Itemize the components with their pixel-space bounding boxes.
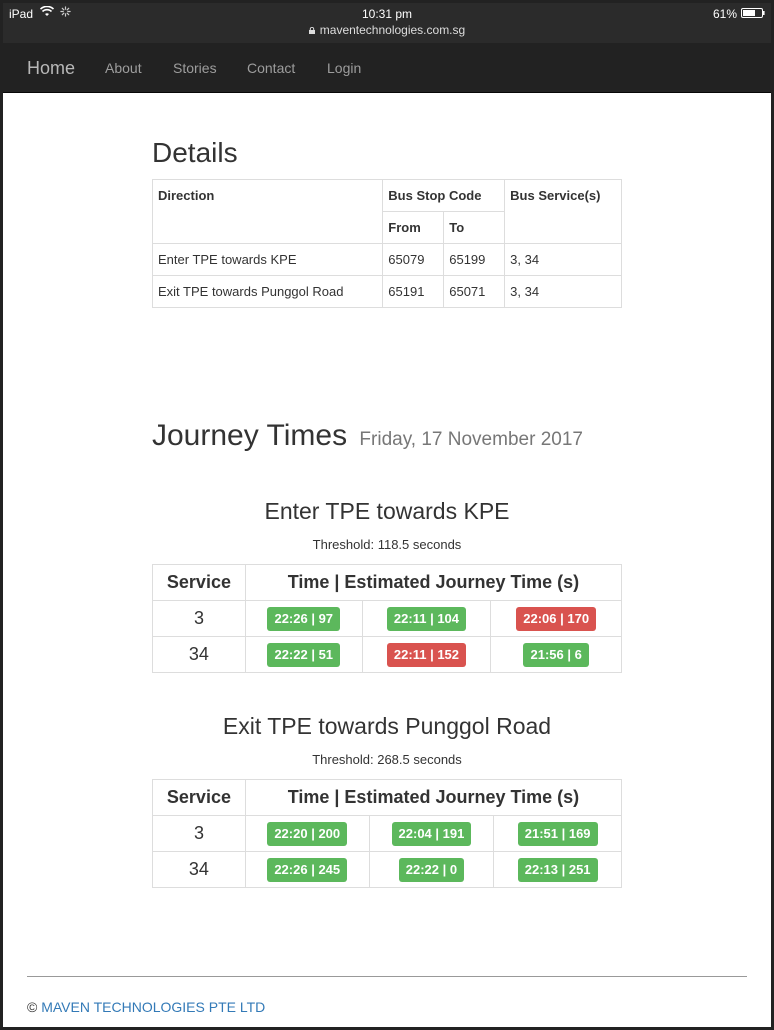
journey-time-badge: 22:11 | 104 bbox=[387, 607, 466, 631]
table-row bbox=[153, 276, 622, 308]
footer bbox=[27, 999, 265, 1015]
header-time: Time | Estimated Journey Time (s) bbox=[245, 565, 621, 601]
service-number: 34 bbox=[153, 852, 246, 888]
journey-time-badge: 21:56 | 6 bbox=[523, 643, 588, 667]
route-title: Exit TPE towards Punggol Road bbox=[222, 713, 552, 739]
cell-to: 65071 bbox=[444, 276, 505, 308]
service-number: 3 bbox=[153, 601, 246, 637]
time-cell bbox=[245, 852, 369, 888]
time-cell bbox=[245, 601, 362, 637]
nav-home-brand[interactable]: Home bbox=[27, 58, 76, 78]
table-row bbox=[153, 244, 622, 276]
table-row bbox=[153, 601, 622, 637]
journey-time-badge: 22:13 | 251 bbox=[518, 858, 598, 882]
copyright-symbol: © bbox=[27, 999, 38, 1015]
nav-stories[interactable]: Stories bbox=[173, 60, 217, 76]
table-row bbox=[153, 816, 622, 852]
company-link[interactable]: MAVEN TECHNOLOGIES PTE LTD bbox=[41, 999, 266, 1015]
header-service: Service bbox=[153, 780, 246, 816]
time-cell bbox=[245, 637, 362, 673]
battery-icon bbox=[741, 8, 765, 18]
nav-contact[interactable]: Contact bbox=[247, 60, 296, 76]
time-cell bbox=[362, 601, 491, 637]
table-row bbox=[153, 637, 622, 673]
route-title: Enter TPE towards KPE bbox=[264, 498, 510, 524]
nav-about[interactable]: About bbox=[105, 60, 142, 76]
journey-time-badge: 21:51 | 169 bbox=[518, 822, 598, 846]
cell-to: 65199 bbox=[444, 244, 505, 276]
lock-icon bbox=[309, 27, 315, 34]
time-cell bbox=[494, 852, 622, 888]
journey-time-badge: 22:26 | 97 bbox=[267, 607, 340, 631]
device-name: iPad bbox=[9, 7, 34, 21]
header-time: Time | Estimated Journey Time (s) bbox=[245, 780, 621, 816]
header-direction: Direction bbox=[153, 180, 383, 244]
service-number: 34 bbox=[153, 637, 246, 673]
journey-time-badge: 22:22 | 51 bbox=[267, 643, 340, 667]
time-cell bbox=[491, 601, 622, 637]
header-bus-services: Bus Service(s) bbox=[505, 180, 622, 244]
details-table bbox=[152, 179, 622, 308]
navbar bbox=[3, 43, 771, 93]
cell-direction: Enter TPE towards KPE bbox=[153, 244, 383, 276]
table-row bbox=[153, 852, 622, 888]
route-threshold: Threshold: 268.5 seconds bbox=[312, 752, 462, 767]
clock: 10:31 pm bbox=[361, 7, 413, 21]
cell-from: 65079 bbox=[383, 244, 444, 276]
details-title: Details bbox=[152, 137, 238, 168]
journey-date: Friday, 17 November 2017 bbox=[359, 429, 583, 450]
cell-services: 3, 34 bbox=[505, 276, 622, 308]
time-cell bbox=[491, 637, 622, 673]
route-threshold: Threshold: 118.5 seconds bbox=[312, 537, 462, 552]
time-cell bbox=[362, 637, 491, 673]
journey-times-heading: Journey Times bbox=[152, 419, 348, 452]
journey-table bbox=[152, 564, 622, 673]
journey-time-badge: 22:06 | 170 bbox=[516, 607, 596, 631]
ios-status-bar bbox=[3, 3, 771, 43]
nav-login[interactable]: Login bbox=[327, 60, 362, 76]
url-text: maventechnologies.com.sg bbox=[319, 23, 466, 37]
footer-divider bbox=[27, 976, 747, 977]
time-cell bbox=[369, 816, 494, 852]
time-cell bbox=[494, 816, 622, 852]
cell-services: 3, 34 bbox=[505, 244, 622, 276]
service-number: 3 bbox=[153, 816, 246, 852]
header-bus-stop-code: Bus Stop Code bbox=[383, 180, 505, 212]
journey-time-badge: 22:26 | 245 bbox=[267, 858, 347, 882]
cell-from: 65191 bbox=[383, 276, 444, 308]
journey-time-badge: 22:22 | 0 bbox=[399, 858, 464, 882]
time-cell bbox=[245, 816, 369, 852]
battery-percent: 61% bbox=[712, 7, 737, 21]
journey-table bbox=[152, 779, 622, 888]
main-content bbox=[152, 93, 622, 888]
cell-direction: Exit TPE towards Punggol Road bbox=[153, 276, 383, 308]
browser-frame bbox=[3, 3, 771, 1027]
journey-times-title bbox=[152, 418, 622, 458]
address-bar[interactable] bbox=[3, 23, 771, 37]
header-to: To bbox=[444, 212, 505, 244]
journey-time-badge: 22:11 | 152 bbox=[387, 643, 466, 667]
time-cell bbox=[369, 852, 494, 888]
header-from: From bbox=[383, 212, 444, 244]
journey-time-badge: 22:04 | 191 bbox=[392, 822, 472, 846]
journey-time-badge: 22:20 | 200 bbox=[267, 822, 347, 846]
header-service: Service bbox=[153, 565, 246, 601]
